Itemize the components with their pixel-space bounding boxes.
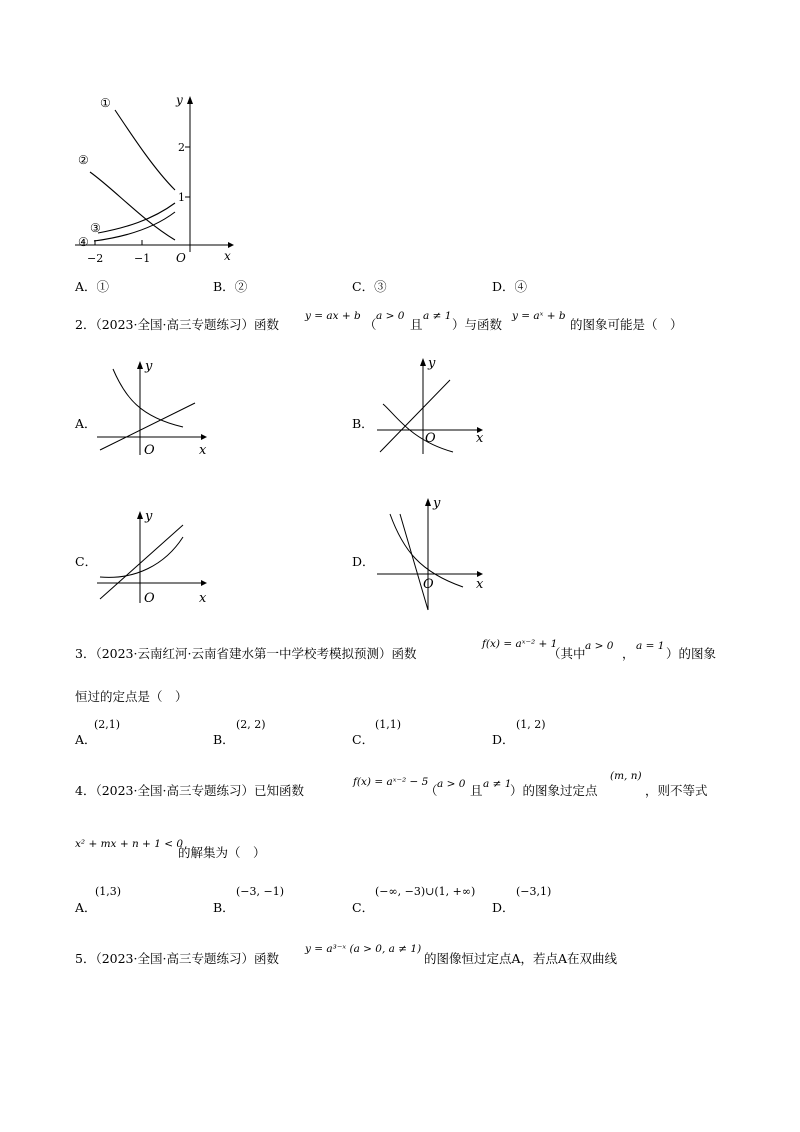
q4-option-d-letter[interactable]: D． <box>492 900 515 915</box>
origin-label: O <box>425 431 436 446</box>
exponential-curve <box>113 369 183 427</box>
curve-2 <box>90 172 175 240</box>
curve-4 <box>94 212 175 241</box>
q1-option-c[interactable] <box>352 277 387 295</box>
q2-graph-a[interactable] <box>95 355 215 460</box>
q5-stem-prefix: 5．（2023·全国·高三专题练习）函数 <box>75 951 279 966</box>
y-axis-label: y <box>176 93 183 107</box>
q4-option-a-letter[interactable]: A． <box>75 900 97 915</box>
axis-y-label: y <box>145 359 153 374</box>
axis-x-label: x <box>199 443 207 458</box>
q4-option-c-value[interactable]: (−∞, −3)∪(1, +∞) <box>375 885 476 898</box>
q3-option-a-value[interactable]: (2,1) <box>94 718 121 731</box>
axis-x-label: x <box>199 591 207 606</box>
option-letter: B． <box>213 279 235 294</box>
linear-line <box>100 525 183 599</box>
q2-graph-letter-d[interactable]: D． <box>352 554 375 569</box>
linear-line <box>380 380 450 452</box>
curve-1 <box>115 110 175 190</box>
q3-cond-a: a > 0 <box>585 640 614 652</box>
y-axis-arrow <box>187 96 193 104</box>
option-value: ④ <box>514 279 528 294</box>
origin-label: O <box>176 251 186 265</box>
x-axis-arrow <box>228 242 234 248</box>
q4-stem-tail: ，则不等式 <box>645 783 708 798</box>
q2-graph-c[interactable] <box>95 505 215 605</box>
curve-3 <box>98 203 175 233</box>
q4-option-d-value[interactable]: (−3,1) <box>516 885 552 898</box>
option-value: ③ <box>374 279 387 294</box>
q2-cond-close: ）与函数 <box>452 317 503 332</box>
q4-inequality: x² + mx + n + 1 < 0 <box>75 838 184 850</box>
q2-graph-d[interactable] <box>375 492 495 617</box>
curve-label-4: ④ <box>78 235 89 249</box>
axis-y-label: y <box>433 496 441 511</box>
q3-stem-line2: 恒过的定点是（ ） <box>75 689 188 704</box>
q3-cond-open: （其中 <box>548 646 586 661</box>
q2-and: 且 <box>410 317 423 332</box>
q3-option-a-letter[interactable]: A． <box>75 732 97 747</box>
q2-stem-suffix: 的图象可能是（ ） <box>570 317 683 332</box>
q4-point: (m, n) <box>610 770 642 782</box>
q1-option-b[interactable] <box>213 277 247 295</box>
q2-cond-a: a > 0 <box>376 310 405 322</box>
q5-stem-suffix: 的图像恒过定点A，若点A在双曲线 <box>424 951 618 966</box>
curve-label-1: ① <box>100 96 111 110</box>
q4-option-c-letter[interactable]: C． <box>352 900 375 915</box>
q4-option-b-value[interactable]: (−3, −1) <box>236 885 285 898</box>
q2-graph-letter-a[interactable]: A． <box>75 416 97 431</box>
q2-cond-open: （ <box>364 317 377 332</box>
exponential-curve <box>100 537 183 577</box>
ytick-2: 2 <box>178 141 185 154</box>
q3-function: f(x) = aˣ⁻² + 1 <box>482 638 558 650</box>
q3-cond-b: a = 1 <box>636 640 665 652</box>
q4-cond-a: a > 0 <box>437 778 466 790</box>
q2-stem-prefix: 2．（2023·全国·高三专题练习）函数 <box>75 317 279 332</box>
q4-cond-b: a ≠ 1 <box>483 778 512 790</box>
q2-graph-letter-b[interactable]: B． <box>352 416 374 431</box>
q3-option-d-letter[interactable]: D． <box>492 732 515 747</box>
q2-graph-b[interactable] <box>375 352 495 462</box>
q1-option-d[interactable] <box>492 277 527 295</box>
x-axis-label: x <box>224 249 231 263</box>
q5-function: y = a³⁻ˣ (a > 0, a ≠ 1) <box>305 943 422 955</box>
q4-function: f(x) = aˣ⁻² − 5 <box>353 776 429 788</box>
origin-label: O <box>423 577 434 592</box>
curve-label-2: ② <box>78 153 89 167</box>
curve-label-3: ③ <box>90 221 101 235</box>
q2-cond-b: a ≠ 1 <box>423 310 452 322</box>
option-letter: C． <box>352 279 375 294</box>
q3-comma: ， <box>622 646 635 661</box>
option-letter: D． <box>492 279 515 294</box>
linear-line <box>400 514 428 610</box>
axis-x-label: x <box>476 431 484 446</box>
q3-option-b-value[interactable]: (2, 2) <box>236 718 266 731</box>
q4-option-a-value[interactable]: (1,3) <box>95 885 122 898</box>
exponential-curve <box>383 404 453 452</box>
q4-stem-line2-tail: 的解集为（ ） <box>178 845 266 860</box>
q1-figure <box>70 90 240 265</box>
q2-graph-letter-c[interactable]: C． <box>75 554 98 569</box>
ytick-1: 1 <box>178 191 185 204</box>
option-value: ① <box>96 279 110 294</box>
axis-x-label: x <box>476 577 484 592</box>
origin-label: O <box>144 443 155 458</box>
q3-option-c-value[interactable]: (1,1) <box>375 718 402 731</box>
axis-y-label: y <box>428 356 436 371</box>
q3-option-b-letter[interactable]: B． <box>213 732 235 747</box>
q3-cond-close: ）的图象 <box>666 646 717 661</box>
q4-option-b-letter[interactable]: B． <box>213 900 235 915</box>
q2-function-2: y = aˣ + b <box>512 310 566 322</box>
q4-and: 且 <box>470 783 483 798</box>
origin-label: O <box>144 591 155 606</box>
q4-cond-open: （ <box>425 783 438 798</box>
q3-option-d-value[interactable]: (1, 2) <box>516 718 546 731</box>
xtick-minus-2: −2 <box>87 252 104 265</box>
q2-function-1: y = ax + b <box>305 310 361 322</box>
q3-option-c-letter[interactable]: C． <box>352 732 375 747</box>
option-letter: A． <box>75 279 97 294</box>
q1-option-a[interactable] <box>75 277 109 295</box>
q4-cond-close: ）的图象过定点 <box>510 783 598 798</box>
q4-stem-prefix: 4．（2023·全国·高三专题练习）已知函数 <box>75 783 304 798</box>
xtick-minus-1: −1 <box>134 252 151 265</box>
option-value: ② <box>234 279 248 294</box>
axis-y-label: y <box>145 509 153 524</box>
q3-stem-prefix: 3．（2023·云南红河·云南省建水第一中学校考模拟预测）函数 <box>75 646 417 661</box>
